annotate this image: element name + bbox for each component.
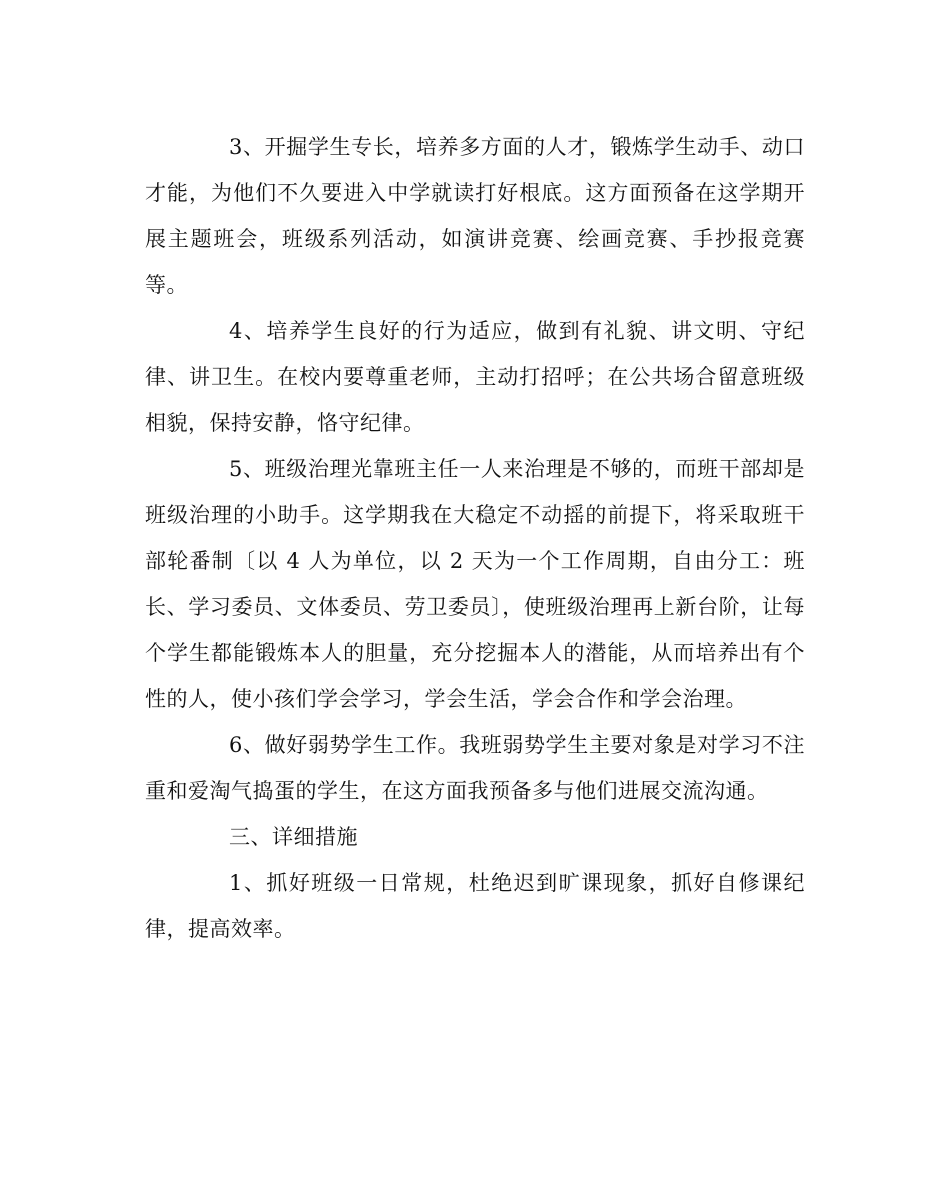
document-body [145,124,805,952]
paragraph-item-3: 3、开掘学生专长，培养多方面的人才，锻炼学生动手、动口才能，为他们不久要进入中学就读打好根底。这方面预备在这学期开展主题班会，班级系列活动，如演讲竞赛、绘画竞赛、手抄报竞赛等。 [145,135,805,297]
paragraph-measure-1: 1、抓好班级一日常规，杜绝迟到旷课现象，抓好自修课纪律，提高效率。 [145,871,805,941]
paragraph-item-5: 5、班级治理光靠班主任一人来治理是不够的，而班干部却是班级治理的小助手。这学期我在大稳定不动摇的前提下，将采取班干部轮番制〔以 4 人为单位，以 2 天为一个工作周期，自由分工：班长、学习委员、文体委员、劳卫委员〕，使班级治理再上新台阶，让每个学生都能锻炼本人的胆量，充分挖掘本人的潜能，从而培养出有个性的人，使小孩们学会学习，学会生活，学会合作和学会治理。 [145,457,805,711]
section-heading-measures: 三、详细措施 [229,825,358,849]
paragraph-item-6: 6、做好弱势学生工作。我班弱势学生主要对象是对学习不注重和爱淘气捣蛋的学生，在这方面我预备多与他们进展交流沟通。 [145,733,805,803]
paragraph-item-4: 4、培养学生良好的行为适应，做到有礼貌、讲文明、守纪律、讲卫生。在校内要尊重老师，主动打招呼；在公共场合留意班级相貌，保持安静，恪守纪律。 [145,319,805,435]
